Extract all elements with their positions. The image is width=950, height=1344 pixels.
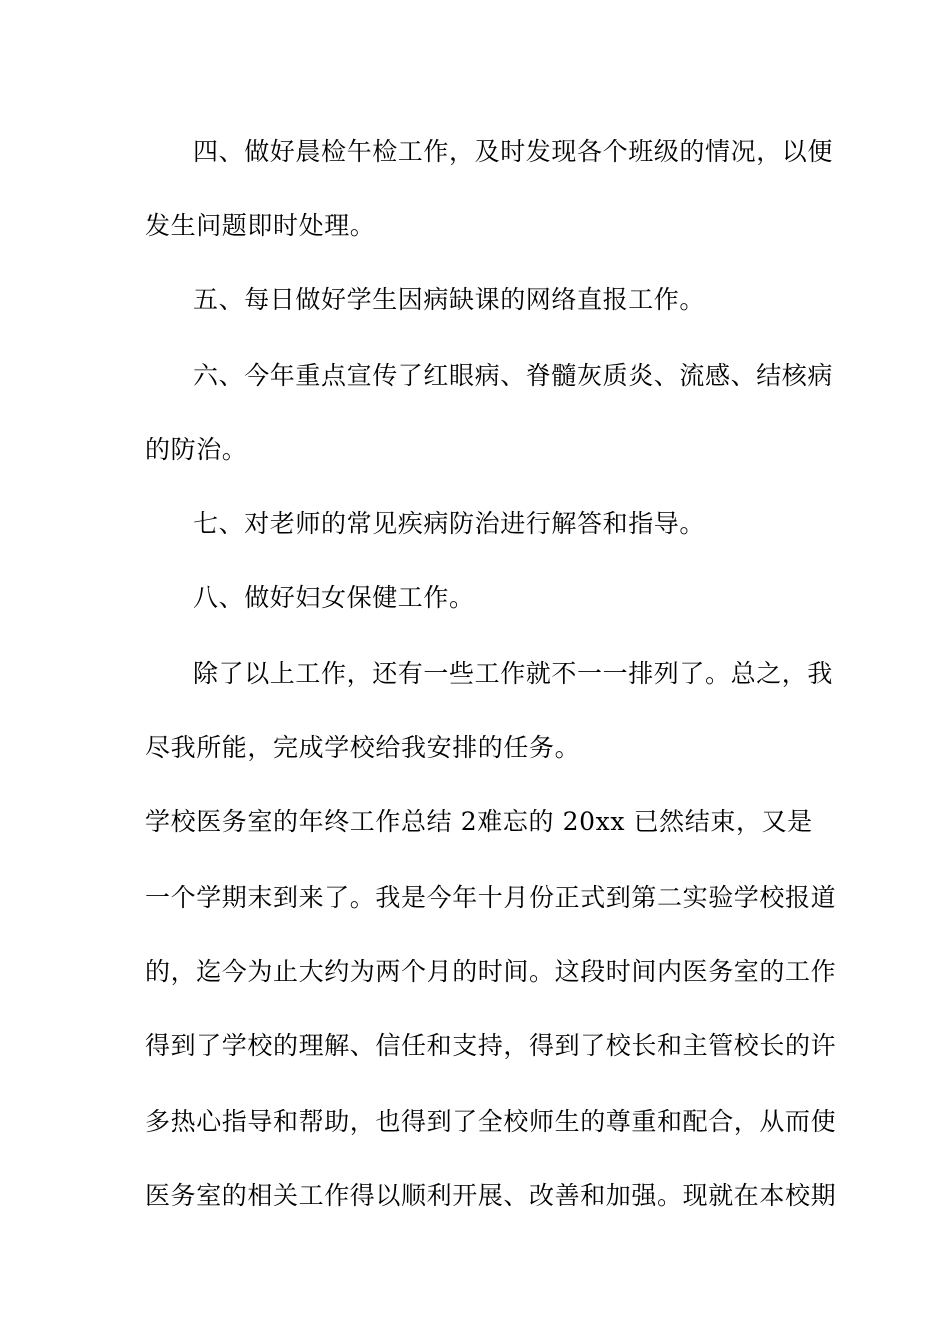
- paragraph-7-line-1: 七、对老师的常见疾病防治进行解答和指导。: [193, 509, 706, 538]
- section-title: 学校医务室的年终工作总结 2: [145, 807, 478, 836]
- paragraph-4-line-1: 四、做好晨检午检工作，及时发现各个班级的情况，以便: [193, 137, 834, 166]
- paragraph-6-line-1: 六、今年重点宣传了红眼病、脊髓灰质炎、流感、结核病: [193, 361, 834, 390]
- paragraph-6-line-2: 的防治。: [145, 435, 248, 464]
- section-intro-start: 难忘的 20xx 已然结束，又是: [477, 807, 813, 836]
- section-paragraph-line-4: 得到了学校的理解、信任和支持，得到了校长和主管校长的许: [145, 1031, 837, 1060]
- paragraph-summary-line-1: 除了以上工作，还有一些工作就不一一排列了。总之，我: [193, 659, 834, 688]
- paragraph-summary-line-2: 尽我所能，完成学校给我安排的任务。: [145, 733, 581, 762]
- section-paragraph-line-2: 一个学期末到来了。我是今年十月份正式到第二实验学校报道: [145, 883, 837, 912]
- section-paragraph-line-6: 医务室的相关工作得以顺利开展、改善和加强。现就在本校期: [145, 1181, 837, 1210]
- paragraph-8-line-1: 八、做好妇女保健工作。: [193, 583, 475, 612]
- section-paragraph-line-3: 的，迄今为止大约为两个月的时间。这段时间内医务室的工作: [145, 957, 837, 986]
- paragraph-4-line-2: 发生问题即时处理。: [145, 211, 376, 240]
- paragraph-5-line-1: 五、每日做好学生因病缺课的网络直报工作。: [193, 285, 706, 314]
- section-heading-line: [145, 806, 813, 838]
- section-paragraph-line-5: 多热心指导和帮助，也得到了全校师生的尊重和配合，从而使: [145, 1107, 837, 1136]
